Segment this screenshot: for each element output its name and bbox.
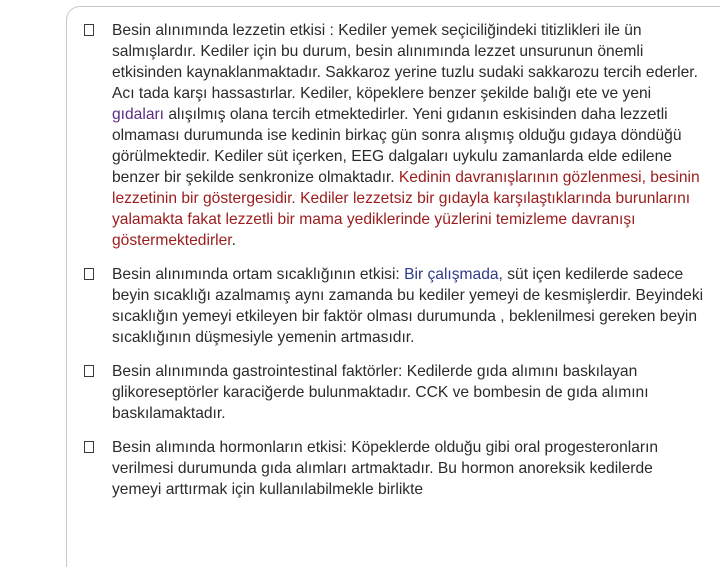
text-segment: . bbox=[231, 232, 236, 249]
bullet-gastrointestinal-factors bbox=[84, 361, 704, 424]
text-segment: Köpeklerde olduğu gibi oral progesteronların verilmesi durumunda gıda alımları artmaktadır. Bu hormon anoreksik kedilerde yemeyi arttırmak için kullanılabilmekle birlikte bbox=[112, 439, 659, 498]
text-segment: gıdaları bbox=[112, 106, 165, 123]
text-segment: Besin alımında hormonların etkisi: bbox=[112, 439, 352, 456]
text-segment: Besin alınımında gastrointestinal faktörler: bbox=[112, 363, 407, 380]
bullet-text bbox=[112, 439, 658, 498]
bullet-temperature-effect bbox=[84, 264, 704, 348]
bullet-taste-effect bbox=[84, 20, 704, 251]
text-segment: Bir çalışmada, bbox=[404, 266, 508, 283]
bullet-hormone-effect bbox=[84, 437, 704, 500]
bullet-list bbox=[84, 20, 704, 513]
text-segment: Kedilerde gıda alımını baskılayan glikoreseptörler karaciğerde bulunmaktadır. CCK ve bombesin de gıda alımını baskılamaktadır. bbox=[112, 363, 649, 422]
bullet-text bbox=[112, 266, 703, 346]
text-segment: Kedinin davranışlarının gözlenmesi, besinin lezzetinin bir göstergesidir. Kediler lezzetsiz bir gıdayla karşılaştıklarında burunlarını yalamakta fakat lezzetli bir mama yediklerinde yüzlerini temizleme davranışı göstermektedirler bbox=[112, 169, 700, 249]
text-segment: Besin alınımında ortam sıcaklığının etkisi: bbox=[112, 266, 405, 283]
text-segment: alışılmış olana tercih etmektedirler. Yeni gıdanın eskisinden daha lezzetli olmaması durumunda ise kedinin birkaç gün sonra alışmış olduğu gıdaya döndüğü görülmektedir. Kediler süt içerken, EEG dalgaları uykulu zamanlarda elde edilene benzer bir şekilde senkronize olmaktadır. bbox=[112, 106, 682, 186]
bullet-marker-icon bbox=[84, 268, 94, 280]
bullet-marker-icon bbox=[84, 24, 94, 36]
bullet-marker-icon bbox=[84, 365, 94, 377]
bullet-text bbox=[112, 363, 649, 422]
text-segment: Kediler yemek seçiciliğindeki titizlikleri ile ün salmışlardır. Kediler için bu durum, besin alınımında lezzet unsurunun önemli etkisinden kaynaklanmaktadır. Sakkaroz yerine tuzlu sudaki sakkarozu tercih ederler. Acı tada karşı hassastırlar. Kediler, köpeklere benzer şekilde balığı ete ve yeni bbox=[112, 22, 698, 102]
bullet-marker-icon bbox=[84, 441, 94, 453]
text-segment: Besin alınımında lezzetin etkisi : bbox=[112, 22, 339, 39]
text-segment: süt içen kedilerde sadece beyin sıcaklığı azalmamış aynı zamanda bu kediler yemeyi de kesmişlerdir. Beyindeki sıcaklığın yemeyi etkileyen bir faktör olması durumunda , beklenilmesi gereken beyin sıcaklığının düşmesiyle yemenin artmasıdır. bbox=[112, 266, 704, 346]
bullet-text bbox=[112, 22, 700, 249]
